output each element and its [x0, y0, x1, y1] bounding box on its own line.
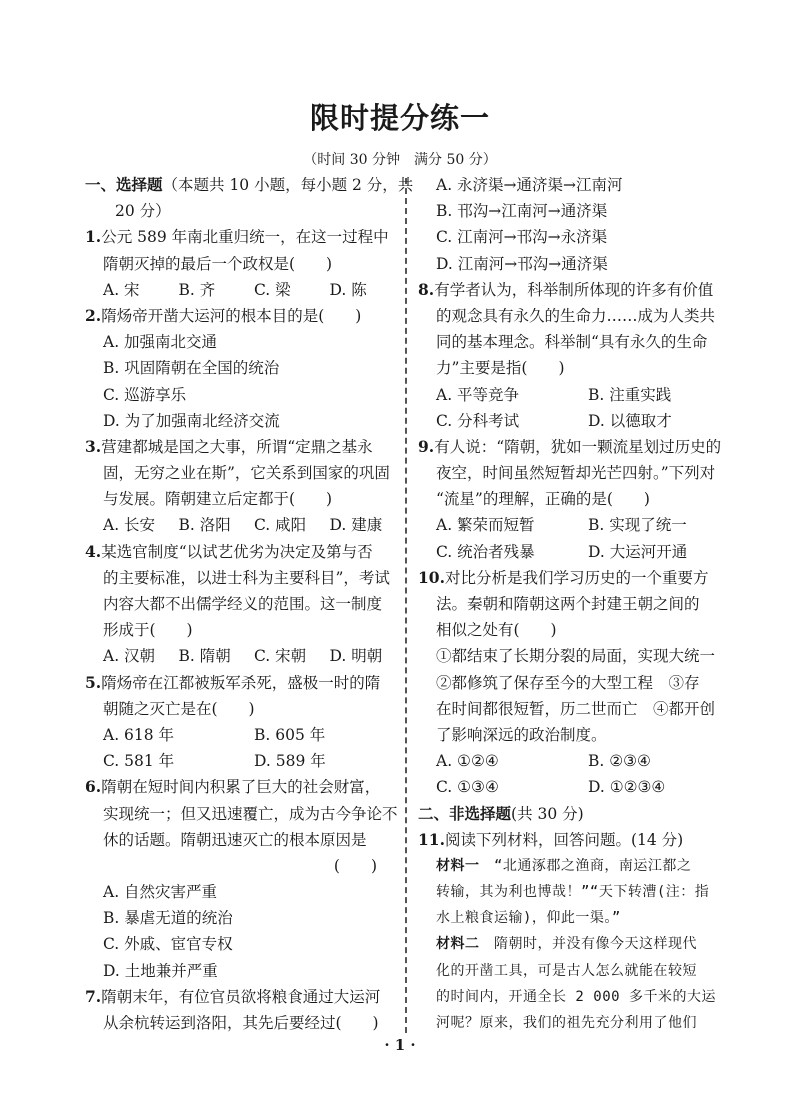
question-number: 5.	[85, 672, 102, 692]
question-4	[85, 539, 405, 565]
options-row	[85, 277, 405, 303]
section-label: 二、非选择题	[418, 803, 512, 823]
option-c[interactable]: C. 581 年	[103, 752, 175, 771]
options-row	[418, 539, 740, 565]
option-b[interactable]: B. 605 年	[254, 725, 326, 744]
option-c[interactable]: C. ①③④	[436, 778, 499, 797]
option-a[interactable]: A. 宋	[103, 280, 140, 299]
section-label: 一、选择题	[85, 175, 163, 194]
material-text: 隋朝时，并没有像今天这样现代	[494, 936, 697, 953]
question-text: 从余杭转运到洛阳，其先后要经过( )	[103, 1014, 379, 1032]
material-text: 河呢？原来，我们的祖先充分利用了他们	[436, 1015, 697, 1031]
question-text: 的主要标准，以进士科为主要科目”，考试	[103, 568, 390, 587]
question-8	[418, 277, 740, 303]
question-text: 阅读下列材料，回答问题。(14 分)	[444, 830, 684, 849]
question-text: 夜空，时间虽然短暂却光芒四射。”下列对	[436, 464, 716, 483]
question-text: 的观念具有永久的生命力……成为人类共	[436, 306, 716, 325]
option-b[interactable]: B. 实现了统一	[588, 516, 687, 535]
statement-line: 在时间都很短暂，历二世而亡 ④都开创	[436, 699, 716, 718]
question-number: 1.	[85, 227, 102, 247]
option-c[interactable]: C. 统治者残暴	[436, 542, 535, 561]
question-text: 朝随之灭亡是在( )	[103, 699, 255, 718]
material-text: 水上粮食运输)，仰此一渠。”	[436, 910, 621, 927]
question-text: “流星”的理解，正确的是( )	[436, 490, 650, 509]
option-a[interactable]: A. ①②④	[436, 752, 499, 771]
option-d[interactable]: D. 589 年	[254, 752, 326, 771]
option-b[interactable]: B. 注重实践	[588, 385, 672, 404]
question-number: 3.	[85, 436, 102, 456]
option-b[interactable]: B. 巩固隋朝在全国的统治	[103, 359, 280, 378]
option-d[interactable]: D. 为了加强南北经济交流	[103, 411, 280, 430]
options-row	[85, 512, 405, 538]
material-text: 的时间内，开通全长 2 000 多千米的大运	[436, 988, 717, 1005]
page-title: 限时提分练一	[309, 101, 490, 135]
option-d[interactable]: D. 陈	[329, 280, 367, 299]
section-note: (共 30 分)	[511, 804, 584, 823]
option-a[interactable]: A. 加强南北交通	[103, 333, 218, 352]
question-number: 8.	[418, 279, 435, 299]
option-b[interactable]: B. ②③④	[588, 752, 651, 771]
question-11	[418, 827, 740, 853]
section-note-cont: 20 分）	[115, 202, 171, 221]
time-score-note: （时间 30 分钟 满分 50 分）	[303, 152, 497, 168]
statement-line: ①都结束了长期分裂的局面，实现大统一	[436, 647, 716, 666]
question-text: 隋朝灭掉的最后一个政权是( )	[103, 254, 333, 273]
question-text: 隋炀帝在江都被叛军杀死，盛极一时的隋	[101, 673, 381, 692]
section-heading-nonchoice	[418, 801, 740, 827]
question-text: 与发展。隋朝建立后定都于( )	[103, 490, 333, 509]
option-a[interactable]: A. 618 年	[103, 725, 175, 744]
section-heading-choice	[85, 172, 414, 198]
option-d[interactable]: D. 江南河→邗沟→通济渠	[436, 254, 608, 273]
statement-line: 了影响深远的政治制度。	[436, 725, 607, 744]
question-text: 力”主要是指( )	[436, 359, 565, 378]
question-3	[85, 434, 405, 460]
material-1	[418, 853, 740, 879]
option-a[interactable]: A. 长安	[103, 516, 156, 535]
option-c[interactable]: C. 巡游享乐	[103, 385, 187, 404]
statement-line: ②都修筑了保存至今的大型工程 ③存	[436, 673, 700, 692]
option-d[interactable]: D. 明朝	[329, 647, 383, 666]
question-5	[85, 670, 405, 696]
option-a[interactable]: A. 自然灾害严重	[103, 883, 218, 902]
question-text: 内容大都不出儒学经义的范围。这一制度	[103, 595, 383, 613]
question-text: 某选官制度“以试艺优劣为决定及第与否	[101, 542, 373, 561]
question-7	[85, 984, 405, 1010]
option-d[interactable]: D. 建康	[329, 516, 383, 535]
question-number: 7.	[85, 986, 102, 1006]
left-column	[85, 172, 414, 1036]
question-number: 4.	[85, 541, 102, 561]
material-label: 材料二	[436, 936, 480, 953]
option-a[interactable]: A. 永济渠→通济渠→江南河	[436, 176, 623, 194]
page-number: · 1 ·	[384, 1036, 416, 1054]
options-row	[418, 748, 740, 774]
material-label: 材料一	[436, 857, 480, 874]
option-a[interactable]: A. 汉朝	[103, 647, 156, 666]
question-text: 对比分析是我们学习历史的一个重要方	[444, 568, 709, 587]
section-note: （本题共 10 小题，每小题 2 分，共	[162, 176, 414, 194]
option-c[interactable]: C. 江南河→邗沟→永济渠	[436, 228, 608, 247]
option-d[interactable]: D. 大运河开通	[588, 542, 688, 561]
question-number: 6.	[85, 777, 102, 797]
question-9	[418, 434, 740, 460]
option-b[interactable]: B. 邗沟→江南河→通济渠	[436, 202, 608, 221]
question-text: 相似之处有( )	[436, 621, 557, 640]
question-10	[418, 565, 740, 591]
question-text: 隋朝末年，有位官员欲将粮食通过大运河	[101, 987, 381, 1006]
material-text: 化的开凿工具，可是古人怎么就能在较短	[436, 962, 697, 979]
right-column	[418, 172, 740, 1036]
question-text: 有人说：“隋朝，犹如一颗流星划过历史的	[434, 437, 722, 456]
question-number: 9.	[418, 436, 435, 456]
option-b[interactable]: B. 暴虐无道的统治	[103, 909, 233, 928]
options-row	[85, 748, 405, 774]
question-text: 隋炀帝开凿大运河的根本目的是( )	[101, 306, 362, 325]
option-b[interactable]: B. 洛阳	[178, 516, 231, 535]
question-text: 营建都城是国之大事，所谓“定鼎之基永	[101, 437, 373, 456]
option-b[interactable]: B. 隋朝	[178, 647, 231, 666]
option-d[interactable]: D. ①②③④	[588, 778, 666, 797]
question-number: 11.	[418, 829, 445, 849]
question-number: 2.	[85, 305, 102, 325]
question-text: 有学者认为，科举制所体现的许多有价值	[434, 280, 714, 299]
column-divider	[405, 178, 407, 1033]
option-d[interactable]: D. 以德取才	[588, 411, 672, 430]
question-1	[85, 224, 405, 250]
option-c[interactable]: C. 分科考试	[436, 411, 520, 430]
question-text: 休的话题。隋朝迅速灭亡的根本原因是	[103, 830, 367, 849]
question-text: 公元 589 年南北重归统一，在这一过程中	[101, 228, 389, 247]
option-a[interactable]: A. 繁荣而短暂	[436, 516, 535, 535]
material-text: 转输，其为利也博哉！”“天下转漕(注：指	[436, 884, 710, 901]
question-number: 10.	[418, 567, 445, 587]
question-text: 形成于( )	[103, 621, 193, 640]
option-c[interactable]: C. 梁	[254, 280, 291, 299]
options-row	[418, 774, 740, 800]
options-row	[418, 512, 740, 538]
option-d[interactable]: D. 土地兼并严重	[103, 961, 218, 980]
options-row	[85, 643, 405, 669]
question-text: 同的基本理念。科举制“具有永久的生命	[436, 333, 708, 352]
answer-blank: ( )	[333, 856, 377, 875]
option-c[interactable]: C. 咸阳	[254, 516, 307, 535]
options-row	[85, 722, 405, 748]
options-row	[418, 408, 740, 434]
option-c[interactable]: C. 外戚、宦官专权	[103, 935, 233, 954]
option-a[interactable]: A. 平等竞争	[436, 385, 520, 404]
option-b[interactable]: B. 齐	[178, 280, 216, 299]
question-6	[85, 774, 405, 800]
option-c[interactable]: C. 宋朝	[254, 647, 307, 666]
material-text: “北通涿郡之渔商，南运江都之	[494, 857, 692, 874]
question-text: 固，无穷之业在斯”，它关系到国家的巩固	[103, 464, 390, 483]
question-2	[85, 303, 405, 329]
question-text: 实现统一；但又迅速覆亡，成为古今争论不	[103, 804, 398, 823]
question-text: 隋朝在短时间内积累了巨大的社会财富，	[101, 778, 381, 797]
material-2	[418, 931, 740, 957]
options-row	[418, 382, 740, 408]
question-text: 法。秦朝和隋朝这两个封建王朝之间的	[436, 595, 700, 613]
